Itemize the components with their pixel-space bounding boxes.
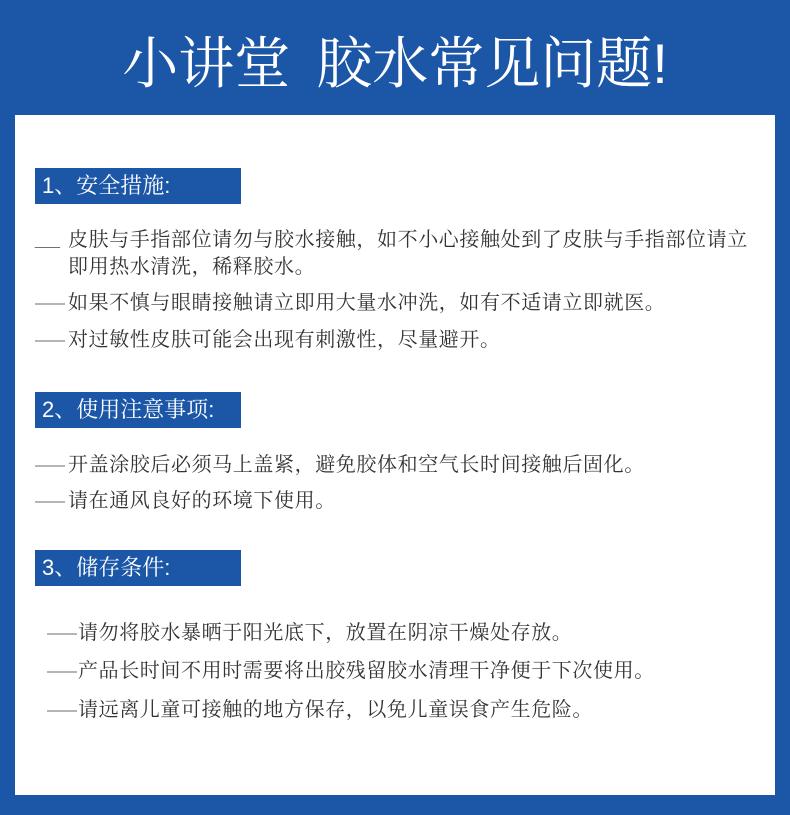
list-item (35, 327, 501, 354)
item-text: 即用热水清洗，稀释胶水。 (68, 256, 316, 278)
page-title-part1: 小讲堂 (122, 32, 291, 95)
item-text: 皮肤与手指部位请勿与胶水接触，如不小心接触处到了皮肤与手指部位请立 (68, 229, 748, 251)
list-item (47, 697, 593, 724)
item-text: 请远离儿童可接触的地方保存，以免儿童误食产生危险。 (78, 699, 593, 721)
item-line (35, 254, 748, 281)
page-title-part2: 胶水常见问题! (316, 32, 668, 95)
dash-prefix: —— (35, 493, 65, 510)
content-panel (15, 115, 775, 795)
dash-prefix: —— (35, 295, 65, 312)
section-heading-usage: 2、使用注意事项: (35, 392, 241, 428)
dash-prefix: —— (35, 457, 65, 474)
item-text: 开盖涂胶后必须马上盖紧，避免胶体和空气长时间接触后固化。 (68, 454, 645, 476)
list-item (35, 227, 748, 281)
dash-prefix: ___ (35, 232, 61, 249)
item-text: 请在通风良好的环境下使用。 (68, 490, 336, 512)
item-text: 请勿将胶水暴晒于阳光底下，放置在阴凉干燥处存放。 (78, 622, 573, 644)
list-item (35, 290, 665, 317)
section-heading-safety: 1、安全措施: (35, 168, 241, 204)
page-title (0, 26, 790, 102)
dash-prefix: —— (35, 332, 65, 349)
dash-prefix: —— (47, 625, 77, 642)
dash-prefix: —— (47, 702, 77, 719)
list-item (47, 658, 655, 685)
item-text: 如果不慎与眼睛接触请立即用大量水冲洗，如有不适请立即就医。 (68, 292, 666, 314)
section-heading-storage: 3、储存条件: (35, 550, 241, 586)
item-line (35, 227, 748, 254)
list-item (35, 452, 645, 479)
list-item (35, 488, 336, 515)
dash-prefix: —— (47, 663, 77, 680)
item-text: 产品长时间不用时需要将出胶残留胶水清理干净便于下次使用。 (78, 660, 655, 682)
item-text: 对过敏性皮肤可能会出现有刺激性，尽量避开。 (68, 329, 501, 351)
list-item (47, 620, 572, 647)
